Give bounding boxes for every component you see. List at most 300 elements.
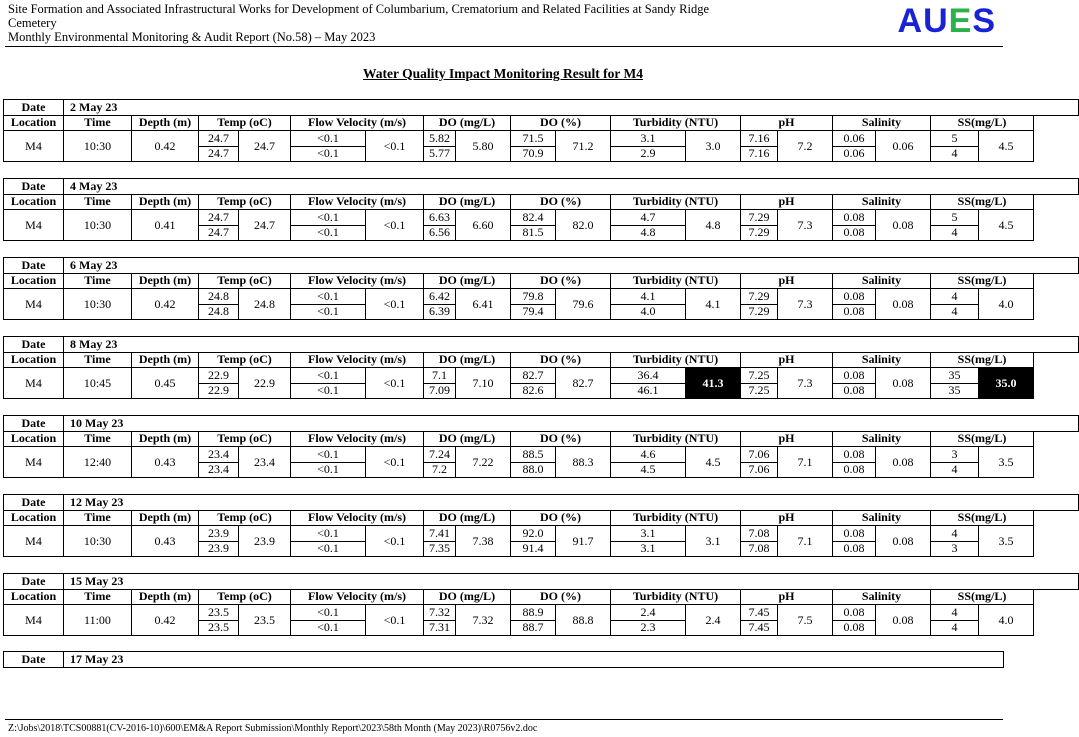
temp-average: 24.7 xyxy=(239,131,291,162)
do-mgl-reading: 7.09 xyxy=(424,383,456,399)
do-pct-reading: 71.5 xyxy=(511,131,556,147)
turbidity-reading: 2.3 xyxy=(611,620,686,636)
turbidity-reading: 2.9 xyxy=(611,146,686,162)
ss-average: 4.0 xyxy=(979,289,1034,320)
flow-header: Flow Velocity (m/s) xyxy=(291,194,424,210)
salinity-reading: 0.08 xyxy=(833,383,876,399)
turbidity-average: 4.8 xyxy=(686,210,741,241)
temp-header: Temp (oC) xyxy=(199,352,291,368)
ph-reading: 7.45 xyxy=(741,605,778,621)
ph-header: pH xyxy=(741,115,833,131)
temp-average: 24.7 xyxy=(239,210,291,241)
do-pct-average: 82.7 xyxy=(556,368,611,399)
do-pct-header: DO (%) xyxy=(511,431,611,447)
do-mgl-header: DO (mg/L) xyxy=(424,431,511,447)
turbidity-reading: 4.7 xyxy=(611,210,686,226)
ss-reading: 35 xyxy=(931,383,979,399)
salinity-reading: 0.06 xyxy=(833,131,876,147)
flow-reading: <0.1 xyxy=(291,131,366,147)
location-value: M4 xyxy=(4,131,64,162)
salinity-average: 0.08 xyxy=(876,210,931,241)
salinity-reading: 0.08 xyxy=(833,605,876,621)
turbidity-average: 41.3 xyxy=(686,368,741,399)
flow-header: Flow Velocity (m/s) xyxy=(291,589,424,605)
do-pct-reading: 92.0 xyxy=(511,526,556,542)
flow-average: <0.1 xyxy=(366,131,424,162)
salinity-average: 0.08 xyxy=(876,447,931,478)
location-header: Location xyxy=(4,352,64,368)
salinity-average: 0.06 xyxy=(876,131,931,162)
flow-reading: <0.1 xyxy=(291,620,366,636)
depth-header: Depth (m) xyxy=(132,589,199,605)
turbidity-average: 4.5 xyxy=(686,447,741,478)
flow-reading: <0.1 xyxy=(291,447,366,463)
ss-reading: 4 xyxy=(931,289,979,305)
time-value: 11:00 xyxy=(64,605,132,636)
salinity-average: 0.08 xyxy=(876,605,931,636)
flow-reading: <0.1 xyxy=(291,605,366,621)
ph-reading: 7.29 xyxy=(741,289,778,305)
temp-header: Temp (oC) xyxy=(199,115,291,131)
ph-reading: 7.08 xyxy=(741,526,778,542)
daily-result-table xyxy=(3,573,1079,636)
turbidity-header: Turbidity (NTU) xyxy=(611,115,741,131)
turbidity-reading: 4.8 xyxy=(611,225,686,241)
ph-reading: 7.06 xyxy=(741,447,778,463)
do-mgl-reading: 7.41 xyxy=(424,526,456,542)
do-pct-reading: 88.0 xyxy=(511,462,556,478)
ph-average: 7.5 xyxy=(778,605,833,636)
flow-reading: <0.1 xyxy=(291,146,366,162)
flow-reading: <0.1 xyxy=(291,304,366,320)
flow-header: Flow Velocity (m/s) xyxy=(291,431,424,447)
do-pct-reading: 88.9 xyxy=(511,605,556,621)
flow-reading: <0.1 xyxy=(291,383,366,399)
ss-reading: 4 xyxy=(931,462,979,478)
flow-header: Flow Velocity (m/s) xyxy=(291,352,424,368)
turbidity-header: Turbidity (NTU) xyxy=(611,510,741,526)
turbidity-header: Turbidity (NTU) xyxy=(611,352,741,368)
depth-value: 0.42 xyxy=(132,131,199,162)
location-header: Location xyxy=(4,431,64,447)
salinity-header: Salinity xyxy=(833,115,931,131)
do-mgl-reading: 5.82 xyxy=(424,131,456,147)
depth-header: Depth (m) xyxy=(132,352,199,368)
do-mgl-reading: 6.39 xyxy=(424,304,456,320)
report-subtitle: Monthly Environmental Monitoring & Audit Report (No.58) – May 2023 xyxy=(8,30,376,44)
do-pct-reading: 70.9 xyxy=(511,146,556,162)
salinity-reading: 0.08 xyxy=(833,368,876,384)
temp-reading: 24.7 xyxy=(199,210,239,226)
do-mgl-reading: 7.35 xyxy=(424,541,456,557)
temp-reading: 24.8 xyxy=(199,289,239,305)
turbidity-reading: 4.5 xyxy=(611,462,686,478)
ph-header: pH xyxy=(741,589,833,605)
turbidity-average: 4.1 xyxy=(686,289,741,320)
ss-average: 3.5 xyxy=(979,447,1034,478)
ss-reading: 5 xyxy=(931,210,979,226)
temp-reading: 23.5 xyxy=(199,620,239,636)
flow-average: <0.1 xyxy=(366,605,424,636)
do-mgl-reading: 7.32 xyxy=(424,605,456,621)
salinity-reading: 0.08 xyxy=(833,526,876,542)
ss-reading: 4 xyxy=(931,146,979,162)
do-mgl-header: DO (mg/L) xyxy=(424,115,511,131)
footer-divider xyxy=(5,719,1003,720)
ph-header: pH xyxy=(741,352,833,368)
time-value: 10:45 xyxy=(64,368,132,399)
logo-letter: A xyxy=(897,2,924,40)
time-header: Time xyxy=(64,273,132,289)
turbidity-reading: 36.4 xyxy=(611,368,686,384)
daily-result-table xyxy=(3,257,1079,320)
do-mgl-average: 5.80 xyxy=(456,131,511,162)
temp-reading: 22.9 xyxy=(199,368,239,384)
date-label: Date xyxy=(4,574,64,590)
ph-average: 7.3 xyxy=(778,368,833,399)
ss-reading: 4 xyxy=(931,605,979,621)
depth-value: 0.45 xyxy=(132,368,199,399)
daily-result-table xyxy=(3,336,1079,399)
date-value: 10 May 23 xyxy=(64,416,1079,432)
flow-reading: <0.1 xyxy=(291,462,366,478)
date-value: 12 May 23 xyxy=(64,495,1079,511)
ph-reading: 7.29 xyxy=(741,210,778,226)
do-mgl-average: 7.22 xyxy=(456,447,511,478)
ph-reading: 7.25 xyxy=(741,368,778,384)
do-pct-reading: 82.7 xyxy=(511,368,556,384)
turbidity-average: 3.0 xyxy=(686,131,741,162)
ph-average: 7.3 xyxy=(778,210,833,241)
salinity-header: Salinity xyxy=(833,589,931,605)
ss-header: SS(mg/L) xyxy=(931,273,1034,289)
do-mgl-reading: 6.42 xyxy=(424,289,456,305)
ph-average: 7.2 xyxy=(778,131,833,162)
ph-header: pH xyxy=(741,431,833,447)
temp-reading: 23.4 xyxy=(199,462,239,478)
project-title-line1: Site Formation and Associated Infrastructural Works for Development of Columbarium, Crematorium and Related Facilities at Sandy Ridge xyxy=(8,2,710,16)
ph-reading: 7.16 xyxy=(741,146,778,162)
daily-result-table xyxy=(3,494,1079,557)
flow-average: <0.1 xyxy=(366,447,424,478)
ss-reading: 4 xyxy=(931,304,979,320)
date-value: 2 May 23 xyxy=(64,100,1079,116)
turbidity-reading: 2.4 xyxy=(611,605,686,621)
ph-reading: 7.16 xyxy=(741,131,778,147)
do-mgl-header: DO (mg/L) xyxy=(424,352,511,368)
depth-value: 0.43 xyxy=(132,447,199,478)
time-value: 10:30 xyxy=(64,526,132,557)
salinity-average: 0.08 xyxy=(876,289,931,320)
depth-value: 0.42 xyxy=(132,605,199,636)
flow-reading: <0.1 xyxy=(291,210,366,226)
temp-average: 22.9 xyxy=(239,368,291,399)
temp-header: Temp (oC) xyxy=(199,431,291,447)
ss-average: 3.5 xyxy=(979,526,1034,557)
salinity-header: Salinity xyxy=(833,273,931,289)
date-label: Date xyxy=(4,258,64,274)
flow-reading: <0.1 xyxy=(291,541,366,557)
ph-average: 7.1 xyxy=(778,447,833,478)
depth-header: Depth (m) xyxy=(132,115,199,131)
salinity-reading: 0.08 xyxy=(833,289,876,305)
location-value: M4 xyxy=(4,210,64,241)
turbidity-reading: 3.1 xyxy=(611,541,686,557)
ss-reading: 4 xyxy=(931,526,979,542)
do-mgl-average: 7.32 xyxy=(456,605,511,636)
temp-average: 23.5 xyxy=(239,605,291,636)
ss-header: SS(mg/L) xyxy=(931,194,1034,210)
turbidity-average: 3.1 xyxy=(686,526,741,557)
temp-reading: 24.7 xyxy=(199,131,239,147)
depth-header: Depth (m) xyxy=(132,194,199,210)
do-pct-reading: 88.5 xyxy=(511,447,556,463)
location-header: Location xyxy=(4,510,64,526)
salinity-reading: 0.08 xyxy=(833,304,876,320)
salinity-reading: 0.08 xyxy=(833,447,876,463)
temp-average: 24.8 xyxy=(239,289,291,320)
file-path-footer: Z:\Jobs\2018\TCS00881(CV-2016-10)\600\EM&A Report Submission\Monthly Report\2023\58th Month (May 2023)\R0756v2.doc xyxy=(8,723,538,734)
do-pct-reading: 82.6 xyxy=(511,383,556,399)
time-header: Time xyxy=(64,194,132,210)
do-mgl-header: DO (mg/L) xyxy=(424,589,511,605)
ss-reading: 35 xyxy=(931,368,979,384)
daily-result-table xyxy=(3,415,1079,478)
ph-reading: 7.08 xyxy=(741,541,778,557)
depth-header: Depth (m) xyxy=(132,273,199,289)
salinity-reading: 0.06 xyxy=(833,146,876,162)
section-title: Water Quality Impact Monitoring Result for M4 xyxy=(363,66,643,81)
logo-letter: E xyxy=(948,2,973,40)
temp-reading: 23.9 xyxy=(199,526,239,542)
temp-header: Temp (oC) xyxy=(199,589,291,605)
temp-header: Temp (oC) xyxy=(199,194,291,210)
do-mgl-header: DO (mg/L) xyxy=(424,194,511,210)
do-pct-reading: 82.4 xyxy=(511,210,556,226)
ph-reading: 7.29 xyxy=(741,225,778,241)
temp-reading: 23.4 xyxy=(199,447,239,463)
date-label: Date xyxy=(4,495,64,511)
time-header: Time xyxy=(64,510,132,526)
ph-header: pH xyxy=(741,194,833,210)
flow-reading: <0.1 xyxy=(291,225,366,241)
do-pct-header: DO (%) xyxy=(511,194,611,210)
time-header: Time xyxy=(64,115,132,131)
do-mgl-average: 7.38 xyxy=(456,526,511,557)
salinity-header: Salinity xyxy=(833,510,931,526)
do-pct-reading: 79.4 xyxy=(511,304,556,320)
do-mgl-reading: 7.2 xyxy=(424,462,456,478)
project-title-line2: Cemetery xyxy=(8,16,57,30)
ph-average: 7.1 xyxy=(778,526,833,557)
ss-reading: 5 xyxy=(931,131,979,147)
date-label: Date xyxy=(4,100,64,116)
turbidity-reading: 4.0 xyxy=(611,304,686,320)
ss-reading: 3 xyxy=(931,447,979,463)
do-pct-average: 88.8 xyxy=(556,605,611,636)
time-value: 12:40 xyxy=(64,447,132,478)
flow-header: Flow Velocity (m/s) xyxy=(291,510,424,526)
report-header xyxy=(8,2,868,44)
do-pct-header: DO (%) xyxy=(511,352,611,368)
salinity-header: Salinity xyxy=(833,352,931,368)
do-mgl-average: 6.41 xyxy=(456,289,511,320)
turbidity-reading: 3.1 xyxy=(611,131,686,147)
temp-header: Temp (oC) xyxy=(199,273,291,289)
salinity-reading: 0.08 xyxy=(833,225,876,241)
flow-header: Flow Velocity (m/s) xyxy=(291,273,424,289)
date-label: Date xyxy=(4,416,64,432)
ss-reading: 4 xyxy=(931,225,979,241)
temp-reading: 23.9 xyxy=(199,541,239,557)
date-label: Date xyxy=(4,337,64,353)
ss-average: 4.0 xyxy=(979,605,1034,636)
ph-reading: 7.45 xyxy=(741,620,778,636)
do-pct-header: DO (%) xyxy=(511,273,611,289)
turbidity-header: Turbidity (NTU) xyxy=(611,194,741,210)
do-mgl-reading: 6.56 xyxy=(424,225,456,241)
location-header: Location xyxy=(4,194,64,210)
do-pct-reading: 91.4 xyxy=(511,541,556,557)
aues-logo xyxy=(898,1,997,41)
date-value: 15 May 23 xyxy=(64,574,1079,590)
logo-letter: U xyxy=(923,2,949,40)
turbidity-reading: 4.1 xyxy=(611,289,686,305)
ph-header: pH xyxy=(741,510,833,526)
ss-average: 4.5 xyxy=(979,131,1034,162)
location-value: M4 xyxy=(4,368,64,399)
time-value: 10:30 xyxy=(64,210,132,241)
temp-reading: 24.7 xyxy=(199,146,239,162)
do-pct-reading: 81.5 xyxy=(511,225,556,241)
location-header: Location xyxy=(4,589,64,605)
do-pct-average: 91.7 xyxy=(556,526,611,557)
ss-average: 4.5 xyxy=(979,210,1034,241)
salinity-reading: 0.08 xyxy=(833,620,876,636)
salinity-reading: 0.08 xyxy=(833,462,876,478)
do-pct-average: 71.2 xyxy=(556,131,611,162)
depth-header: Depth (m) xyxy=(132,431,199,447)
date-value: 17 May 23 xyxy=(64,652,1004,668)
salinity-average: 0.08 xyxy=(876,368,931,399)
temp-average: 23.9 xyxy=(239,526,291,557)
turbidity-reading: 3.1 xyxy=(611,526,686,542)
ss-reading: 3 xyxy=(931,541,979,557)
depth-header: Depth (m) xyxy=(132,510,199,526)
time-header: Time xyxy=(64,431,132,447)
temp-reading: 24.8 xyxy=(199,304,239,320)
do-mgl-reading: 5.77 xyxy=(424,146,456,162)
do-mgl-reading: 6.63 xyxy=(424,210,456,226)
turbidity-reading: 46.1 xyxy=(611,383,686,399)
salinity-header: Salinity xyxy=(833,431,931,447)
do-mgl-header: DO (mg/L) xyxy=(424,510,511,526)
ss-reading: 4 xyxy=(931,620,979,636)
time-header: Time xyxy=(64,589,132,605)
location-value: M4 xyxy=(4,447,64,478)
flow-reading: <0.1 xyxy=(291,526,366,542)
do-mgl-average: 7.10 xyxy=(456,368,511,399)
flow-reading: <0.1 xyxy=(291,289,366,305)
ph-reading: 7.29 xyxy=(741,304,778,320)
time-header: Time xyxy=(64,352,132,368)
flow-average: <0.1 xyxy=(366,368,424,399)
location-header: Location xyxy=(4,273,64,289)
depth-value: 0.42 xyxy=(132,289,199,320)
flow-reading: <0.1 xyxy=(291,368,366,384)
flow-header: Flow Velocity (m/s) xyxy=(291,115,424,131)
ss-header: SS(mg/L) xyxy=(931,352,1034,368)
date-table-last xyxy=(3,651,1004,668)
date-label: Date xyxy=(4,179,64,195)
salinity-header: Salinity xyxy=(833,194,931,210)
daily-result-table xyxy=(3,99,1079,162)
turbidity-average: 2.4 xyxy=(686,605,741,636)
logo-letter: S xyxy=(972,2,996,40)
location-value: M4 xyxy=(4,289,64,320)
ph-reading: 7.25 xyxy=(741,383,778,399)
location-header: Location xyxy=(4,115,64,131)
date-value: 8 May 23 xyxy=(64,337,1079,353)
header-divider xyxy=(5,46,1003,47)
do-mgl-header: DO (mg/L) xyxy=(424,273,511,289)
daily-result-table xyxy=(3,178,1079,241)
do-mgl-reading: 7.1 xyxy=(424,368,456,384)
flow-average: <0.1 xyxy=(366,526,424,557)
ss-header: SS(mg/L) xyxy=(931,589,1034,605)
temp-reading: 23.5 xyxy=(199,605,239,621)
depth-value: 0.43 xyxy=(132,526,199,557)
temp-header: Temp (oC) xyxy=(199,510,291,526)
do-pct-reading: 79.8 xyxy=(511,289,556,305)
ss-header: SS(mg/L) xyxy=(931,431,1034,447)
temp-average: 23.4 xyxy=(239,447,291,478)
do-pct-header: DO (%) xyxy=(511,510,611,526)
flow-average: <0.1 xyxy=(366,289,424,320)
time-value: 10:30 xyxy=(64,289,132,320)
location-value: M4 xyxy=(4,605,64,636)
do-mgl-average: 6.60 xyxy=(456,210,511,241)
depth-value: 0.41 xyxy=(132,210,199,241)
do-mgl-reading: 7.24 xyxy=(424,447,456,463)
time-value: 10:30 xyxy=(64,131,132,162)
flow-average: <0.1 xyxy=(366,210,424,241)
date-value: 6 May 23 xyxy=(64,258,1079,274)
do-mgl-reading: 7.31 xyxy=(424,620,456,636)
salinity-reading: 0.08 xyxy=(833,541,876,557)
temp-reading: 24.7 xyxy=(199,225,239,241)
date-value: 4 May 23 xyxy=(64,179,1079,195)
turbidity-header: Turbidity (NTU) xyxy=(611,589,741,605)
ss-header: SS(mg/L) xyxy=(931,115,1034,131)
do-pct-average: 82.0 xyxy=(556,210,611,241)
salinity-average: 0.08 xyxy=(876,526,931,557)
turbidity-header: Turbidity (NTU) xyxy=(611,273,741,289)
ss-average: 35.0 xyxy=(979,368,1034,399)
do-pct-average: 79.6 xyxy=(556,289,611,320)
turbidity-reading: 4.6 xyxy=(611,447,686,463)
ss-header: SS(mg/L) xyxy=(931,510,1034,526)
ph-header: pH xyxy=(741,273,833,289)
salinity-reading: 0.08 xyxy=(833,210,876,226)
ph-reading: 7.06 xyxy=(741,462,778,478)
location-value: M4 xyxy=(4,526,64,557)
do-pct-reading: 88.7 xyxy=(511,620,556,636)
turbidity-header: Turbidity (NTU) xyxy=(611,431,741,447)
do-pct-header: DO (%) xyxy=(511,115,611,131)
do-pct-header: DO (%) xyxy=(511,589,611,605)
date-label: Date xyxy=(4,652,64,668)
